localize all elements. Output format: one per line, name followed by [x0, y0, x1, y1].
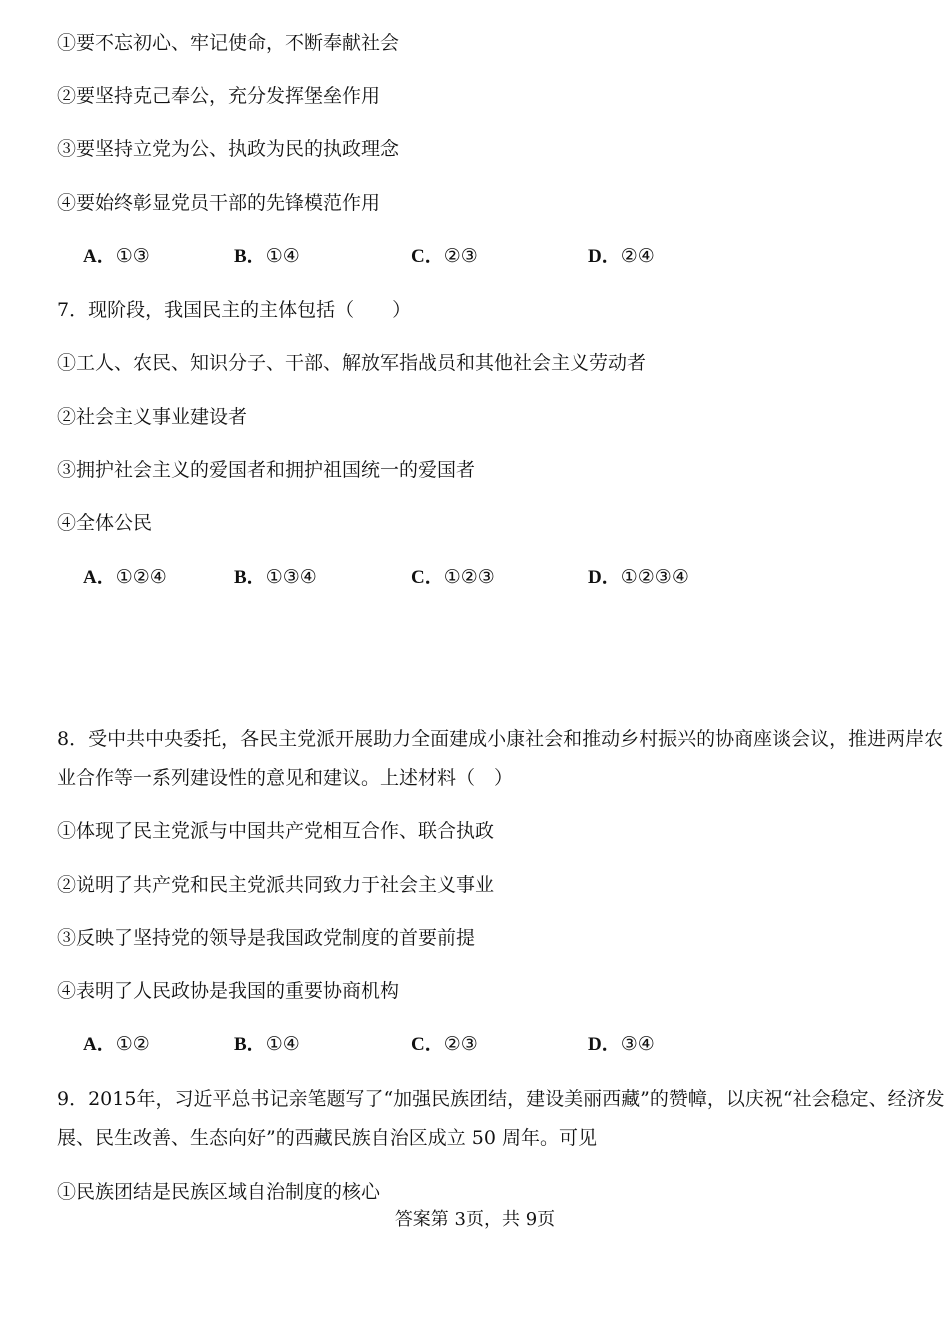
option-letter: B． [234, 1034, 266, 1055]
q8-options [57, 1031, 857, 1057]
option-letter: B． [234, 246, 266, 267]
q8-option-a [83, 1031, 150, 1058]
option-letter: C． [411, 246, 444, 267]
option-letter: C． [411, 567, 444, 588]
q9-stem-line-2: 展、民生改善、生态向好”的西藏民族自治区成立 50 周年。可见 [57, 1127, 597, 1149]
option-letter: C． [411, 1034, 444, 1055]
q8-item-4: ④表明了人民政协是我国的重要协商机构 [57, 980, 400, 1002]
q8-item-2: ②说明了共产党和民主党派共同致力于社会主义事业 [57, 874, 495, 896]
q6-item-2: ②要坚持克己奉公，充分发挥堡垒作用 [57, 85, 381, 107]
option-text: ①③ [115, 245, 150, 267]
option-letter: A． [83, 246, 116, 267]
q8-item-1: ①体现了民主党派与中国共产党相互合作、联合执政 [57, 820, 495, 842]
option-letter: D． [588, 1034, 621, 1055]
option-letter: D． [588, 567, 621, 588]
option-text: ①④ [265, 1033, 300, 1055]
option-text: ①③④ [265, 566, 317, 588]
option-text: ①④ [265, 245, 300, 267]
q6-item-4: ④要始终彰显党员干部的先锋模范作用 [57, 192, 381, 214]
q7-options [57, 564, 857, 590]
q7-item-3: ③拥护社会主义的爱国者和拥护祖国统一的爱国者 [57, 459, 476, 481]
option-text: ②③ [443, 245, 478, 267]
q7-option-d [588, 564, 689, 591]
q7-item-4: ④全体公民 [57, 512, 153, 534]
q6-item-1: ①要不忘初心、牢记使命，不断奉献社会 [57, 32, 400, 54]
q9-stem-line-1: 9．2015年，习近平总书记亲笔题写了“加强民族团结，建设美丽西藏”的赞幛，以庆祝“社会稳定、经济发 [57, 1088, 945, 1110]
option-text: ①②④ [115, 566, 167, 588]
page-footer: 答案第 3页，共 9页 [394, 1209, 556, 1230]
option-letter: D． [588, 246, 621, 267]
q9-item-1: ①民族团结是民族区域自治制度的核心 [57, 1181, 381, 1203]
q6-option-d [588, 243, 655, 270]
option-letter: A． [83, 567, 116, 588]
option-letter: A． [83, 1034, 116, 1055]
q6-item-3: ③要坚持立党为公、执政为民的执政理念 [57, 138, 400, 160]
q8-item-3: ③反映了坚持党的领导是我国政党制度的首要前提 [57, 927, 476, 949]
q7-option-b [234, 564, 317, 591]
option-letter: B． [234, 567, 266, 588]
q6-option-b [234, 243, 300, 270]
option-text: ①② [115, 1033, 150, 1055]
q7-item-2: ②社会主义事业建设者 [57, 406, 248, 428]
q8-option-d [588, 1031, 655, 1058]
q6-option-a [83, 243, 150, 270]
q6-option-c [411, 243, 478, 270]
option-text: ①②③ [443, 566, 495, 588]
q8-stem-line-1: 8．受中共中央委托，各民主党派开展助力全面建成小康社会和推动乡村振兴的协商座谈会议，推进两岸农 [57, 728, 944, 750]
q7-option-a [83, 564, 167, 591]
q6-options [57, 243, 857, 269]
q7-stem: 7．现阶段，我国民主的主体包括（ ） [57, 299, 412, 321]
q7-option-c [411, 564, 495, 591]
option-text: ③④ [620, 1033, 655, 1055]
q7-item-1: ①工人、农民、知识分子、干部、解放军指战员和其他社会主义劳动者 [57, 352, 647, 374]
q8-option-c [411, 1031, 478, 1058]
option-text: ①②③④ [620, 566, 689, 588]
option-text: ②④ [620, 245, 655, 267]
q8-stem-line-2: 业合作等一系列建设性的意见和建议。上述材料（ ） [57, 767, 514, 789]
option-text: ②③ [443, 1033, 478, 1055]
q8-option-b [234, 1031, 300, 1058]
